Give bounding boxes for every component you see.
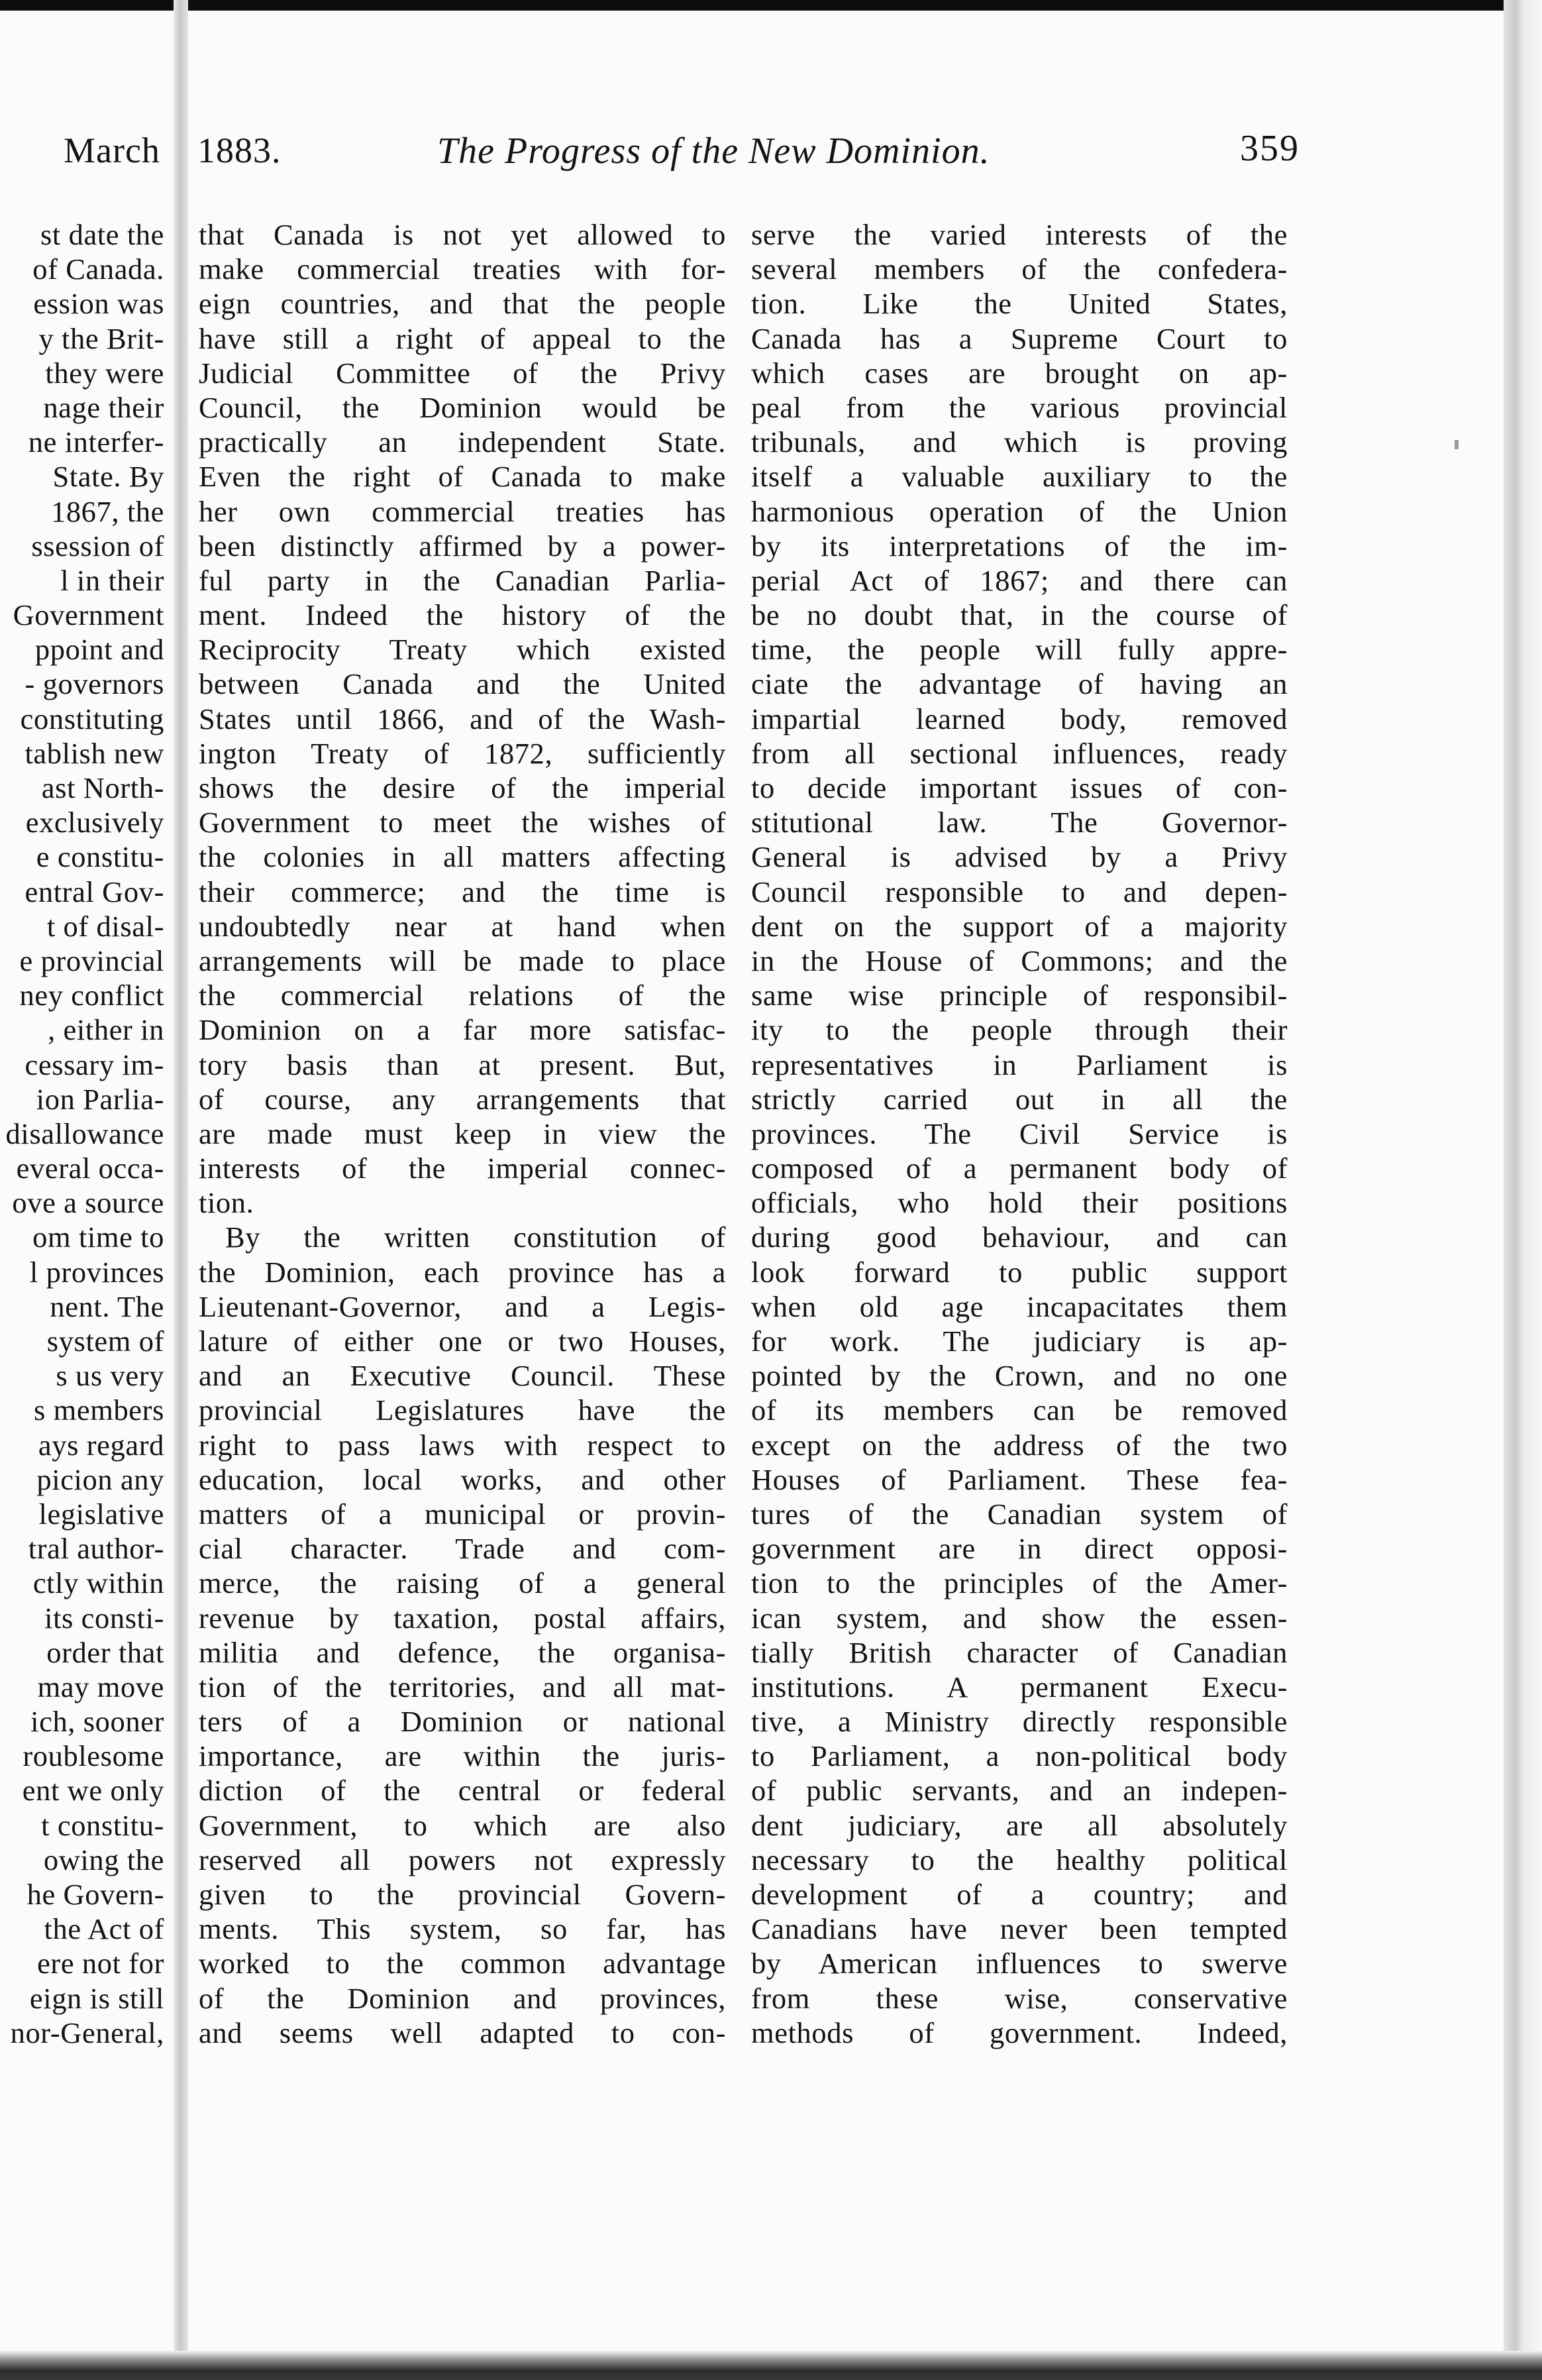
text-line: except on the address of the two (751, 1428, 1288, 1462)
text-line: tive, a Ministry directly responsible (751, 1705, 1288, 1739)
text-line: eign is still (29, 1981, 164, 2015)
text-line: of Canada. (32, 252, 164, 286)
text-line: dent on the support of a majority (751, 909, 1288, 943)
text-line: importance, are within the juris- (199, 1739, 726, 1773)
text-line: institutions. A permanent Execu- (751, 1670, 1288, 1704)
text-line: tion to the principles of the Amer- (751, 1566, 1288, 1600)
text-line: merce, the raising of a general (199, 1566, 726, 1600)
text-line: ppoint and (34, 633, 164, 667)
text-line: when old age incapacitates them (751, 1289, 1288, 1323)
text-line: tially British character of Canadian (751, 1635, 1288, 1669)
text-line: tion. Like the United States, (751, 287, 1288, 321)
text-line: e constitu- (36, 840, 164, 874)
text-line: ity to the people through their (751, 1013, 1288, 1047)
text-line: exclusively (25, 806, 164, 839)
page-number: 359 (1240, 128, 1300, 169)
text-line: practically an independent State. (199, 425, 726, 459)
text-line: ays regard (38, 1428, 164, 1462)
text-line: Dominion on a far more satisfac- (199, 1013, 726, 1047)
scan-edge-top (0, 0, 1542, 11)
text-line: dent judiciary, are all absolutely (751, 1808, 1288, 1842)
text-line: harmonious operation of the Union (751, 494, 1288, 528)
text-line: look forward to public support (751, 1255, 1288, 1289)
text-line: for work. The judiciary is ap- (751, 1325, 1288, 1358)
text-line: entral Gov- (25, 875, 164, 908)
text-line: its consti- (44, 1601, 164, 1635)
text-line: tures of the Canadian system of (751, 1497, 1288, 1531)
text-line: given to the provincial Govern- (199, 1878, 726, 1911)
text-line: ssession of (31, 529, 164, 563)
text-line: of course, any arrangements that (199, 1082, 726, 1116)
text-line: l in their (60, 563, 164, 597)
text-line: ment. Indeed the history of the (199, 598, 726, 632)
text-line: Government, to which are also (199, 1808, 726, 1842)
text-line: nent. The (50, 1289, 164, 1323)
text-line: from all sectional influences, ready (751, 736, 1288, 770)
text-line: the Act of (44, 1912, 164, 1946)
text-line: Reciprocity Treaty which existed (199, 633, 726, 667)
text-line: provinces. The Civil Service is (751, 1116, 1288, 1150)
text-line: ne interfer- (28, 425, 164, 459)
text-line: their commerce; and the time is (199, 875, 726, 908)
text-line: ession was (33, 287, 164, 321)
text-line: the Dominion, each province has a (199, 1255, 726, 1289)
text-line: Council, the Dominion would be (199, 390, 726, 424)
right-text-column (751, 217, 1288, 2050)
text-line: are made must keep in view the (199, 1116, 726, 1150)
text-line: to Parliament, a non-political body (751, 1739, 1288, 1773)
text-line: tion of the territories, and all mat- (199, 1670, 726, 1704)
text-line: nage their (43, 390, 164, 424)
text-line: methods of government. Indeed, (751, 2016, 1288, 2049)
text-line: everal occa- (16, 1152, 164, 1185)
text-line: tory basis than at present. But, (199, 1048, 726, 1081)
text-line: and an Executive Council. These (199, 1359, 726, 1393)
text-line: Lieutenant-Governor, and a Legis- (199, 1289, 726, 1323)
text-line: ciate the advantage of having an (751, 667, 1288, 701)
text-line: undoubtedly near at hand when (199, 909, 726, 943)
text-line: Houses of Parliament. These fea- (751, 1462, 1288, 1496)
text-line: perial Act of 1867; and there can (751, 563, 1288, 597)
text-line: serve the varied interests of the (751, 218, 1288, 251)
text-line: officials, who hold their positions (751, 1186, 1288, 1220)
text-line: ments. This system, so far, has (199, 1912, 726, 1946)
text-line: constituting (20, 702, 164, 735)
left-page-fragment-column (0, 217, 166, 2050)
text-line: tion. (199, 1186, 254, 1220)
text-line: to decide important issues of con- (751, 771, 1288, 804)
text-line: By the written constitution of (225, 1220, 726, 1254)
text-line: cial character. Trade and com- (199, 1532, 726, 1566)
text-line: and seems well adapted to con- (199, 2016, 726, 2049)
text-line: tribunals, and which is proving (751, 425, 1288, 459)
text-line: stitutional law. The Governor- (751, 806, 1288, 839)
text-line: he Govern- (26, 1878, 164, 1911)
text-line: e provincial (19, 944, 164, 977)
text-line: lature of either one or two Houses, (199, 1325, 726, 1358)
text-line: ful party in the Canadian Parlia- (199, 563, 726, 597)
middle-text-column (199, 217, 726, 2050)
left-page-header-month: March (64, 131, 160, 170)
text-line: representatives in Parliament is (751, 1048, 1288, 1081)
text-line: 1867, the (50, 494, 164, 528)
text-line: the colonies in all matters affecting (199, 840, 726, 874)
text-line: during good behaviour, and can (751, 1220, 1288, 1254)
text-line: itself a valuable auxiliary to the (751, 460, 1288, 494)
text-line: Canada has a Supreme Court to (751, 321, 1288, 355)
text-line: picion any (36, 1462, 164, 1496)
text-line: revenue by taxation, postal affairs, (199, 1601, 726, 1635)
text-line: in the House of Commons; and the (751, 944, 1288, 977)
text-line: Government to meet the wishes of (199, 806, 726, 839)
text-line: legislative (38, 1497, 164, 1531)
text-line: provincial Legislatures have the (199, 1393, 726, 1427)
text-line: y the Brit- (38, 321, 164, 355)
text-line: roublesome (23, 1739, 164, 1773)
text-line: system of (46, 1325, 164, 1358)
text-line: development of a country; and (751, 1878, 1288, 1911)
text-line: ent we only (22, 1774, 164, 1808)
text-line: worked to the common advantage (199, 1947, 726, 1980)
text-line: ast North- (41, 771, 164, 804)
text-line: by its interpretations of the im- (751, 529, 1288, 563)
text-line: st date the (40, 218, 164, 251)
text-line: s us very (56, 1359, 164, 1393)
text-line: of public servants, and an indepen- (751, 1774, 1288, 1808)
text-line: peal from the various provincial (751, 390, 1288, 424)
text-line: Judicial Committee of the Privy (199, 356, 726, 390)
text-line: reserved all powers not expressly (199, 1843, 726, 1876)
text-line: ich, sooner (30, 1705, 164, 1739)
text-line: be no doubt that, in the course of (751, 598, 1288, 632)
text-line: same wise principle of responsibil- (751, 979, 1288, 1012)
text-line: tral author- (28, 1532, 164, 1566)
text-line: right to pass laws with respect to (199, 1428, 726, 1462)
text-line: ney conflict (19, 979, 164, 1012)
text-line: government are in direct opposi- (751, 1532, 1288, 1566)
text-line: they were (45, 356, 164, 390)
text-line: disallowance (5, 1116, 164, 1150)
text-line: Canadians have never been tempted (751, 1912, 1288, 1946)
text-line: that Canada is not yet allowed to (199, 218, 726, 251)
text-line: , either in (48, 1013, 164, 1047)
text-line: matters of a municipal or provin- (199, 1497, 726, 1531)
text-line: States until 1866, and of the Wash- (199, 702, 726, 735)
running-title: The Progress of the New Dominion. (437, 131, 990, 172)
text-line: t constitu- (41, 1808, 164, 1842)
text-line: pointed by the Crown, and no one (751, 1359, 1288, 1393)
text-line: between Canada and the United (199, 667, 726, 701)
text-line: owing the (43, 1843, 164, 1876)
dust-speck (1455, 440, 1459, 449)
text-line: Council responsible to and depen- (751, 875, 1288, 908)
text-line: order that (46, 1635, 164, 1669)
text-line: diction of the central or federal (199, 1774, 726, 1808)
page-gutter (174, 0, 188, 2380)
text-line: l provinces (29, 1255, 164, 1289)
text-line: ican system, and show the essen- (751, 1601, 1288, 1635)
text-line: ctly within (32, 1566, 164, 1600)
text-line: - governors (25, 667, 164, 701)
text-line: ere not for (37, 1947, 164, 1980)
scan-edge-bottom (0, 2351, 1542, 2380)
text-line: General is advised by a Privy (751, 840, 1288, 874)
scan-edge-right (1504, 0, 1542, 2380)
text-line: ters of a Dominion or national (199, 1705, 726, 1739)
text-line: shows the desire of the imperial (199, 771, 726, 804)
text-line: s members (34, 1393, 164, 1427)
text-line: the commercial relations of the (199, 979, 726, 1012)
text-line: interests of the imperial connec- (199, 1152, 726, 1185)
text-line: of its members can be removed (751, 1393, 1288, 1427)
text-line: time, the people will fully appre- (751, 633, 1288, 667)
text-line: necessary to the healthy political (751, 1843, 1288, 1876)
text-line: which cases are brought on ap- (751, 356, 1288, 390)
text-line: by American influences to swerve (751, 1947, 1288, 1980)
text-line: impartial learned body, removed (751, 702, 1288, 735)
text-line: composed of a permanent body of (751, 1152, 1288, 1185)
text-line: Government (13, 598, 164, 632)
text-line: strictly carried out in all the (751, 1082, 1288, 1116)
text-line: militia and defence, the organisa- (199, 1635, 726, 1669)
text-line: nor-General, (10, 2016, 164, 2049)
text-line: been distinctly affirmed by a power- (199, 529, 726, 563)
text-line: make commercial treaties with for- (199, 252, 726, 286)
text-line: her own commercial treaties has (199, 494, 726, 528)
text-line: tablish new (25, 736, 164, 770)
text-line: education, local works, and other (199, 1462, 726, 1496)
text-line: several members of the confedera- (751, 252, 1288, 286)
text-line: t of disal- (46, 909, 164, 943)
text-line: eign countries, and that the people (199, 287, 726, 321)
text-line: may move (37, 1670, 164, 1704)
text-line: Even the right of Canada to make (199, 460, 726, 494)
text-line: om time to (32, 1220, 164, 1254)
text-line: have still a right of appeal to the (199, 321, 726, 355)
header-year: 1883. (197, 131, 282, 170)
text-line: ington Treaty of 1872, sufficiently (199, 736, 726, 770)
text-line: cessary im- (25, 1048, 164, 1081)
text-line: of the Dominion and provinces, (199, 1981, 726, 2015)
text-line: ion Parlia- (36, 1082, 164, 1116)
text-line: ove a source (12, 1186, 164, 1220)
text-line: State. By (52, 460, 164, 494)
text-line: arrangements will be made to place (199, 944, 726, 977)
text-line: from these wise, conservative (751, 1981, 1288, 2015)
